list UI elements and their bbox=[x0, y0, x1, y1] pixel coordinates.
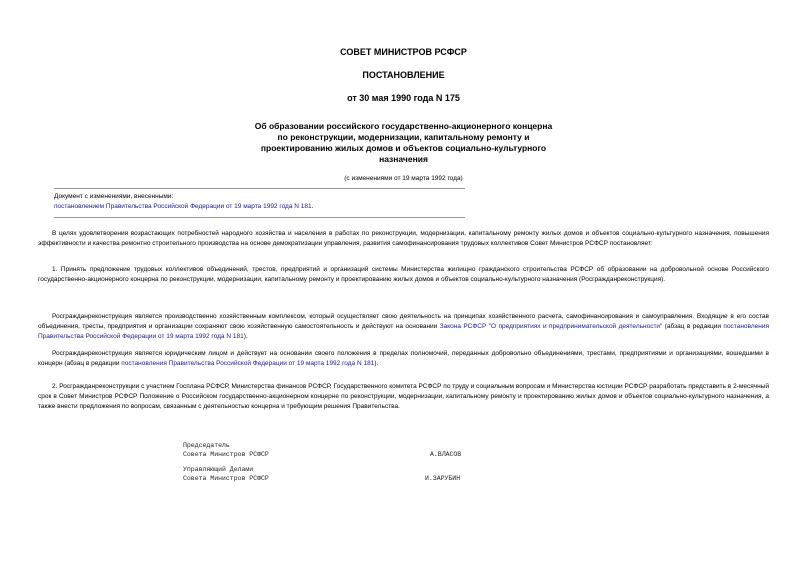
issuing-authority: СОВЕТ МИНИСТРОВ РСФСР bbox=[340, 47, 467, 57]
paragraph-preamble: В целях удовлетворения возрастающих потребностей народного хозяйства и населения в работах по реконструкции, модернизации, капитальному ремонту жилых домов и объектов социально-культурного назначения, повышения эффективности и качества ремонтно строительного производства на основе демократизации управления, развития самофинансирования трудовых коллективов Совет Министров РСФСР постановляет: bbox=[38, 230, 769, 247]
amendments-label: Документ с изменениями, внесенными: bbox=[54, 193, 174, 200]
paragraph-item-1-status bbox=[38, 312, 769, 342]
title-line: проектированию жилых домов и объектов социально-культурного bbox=[260, 143, 547, 153]
divider-bottom bbox=[54, 217, 465, 218]
title-line: Об образовании российского государственно-акционерного концерна bbox=[254, 121, 553, 131]
amendment-note: (с изменениями от 19 марта 1992 года) bbox=[344, 175, 463, 182]
amendment-link-tail: . bbox=[311, 203, 314, 210]
law-link[interactable]: Закона РСФСР "О предприятиях и предпринимательской деятельности" bbox=[439, 323, 663, 330]
resolution-link[interactable]: постановления Правительства Российской Федерации от 19 марта 1992 года N 181 bbox=[38, 323, 769, 340]
signature-title: Совета Министров РСФСР bbox=[183, 475, 269, 482]
paragraph-text: Росгражданреконструкция является юридическим лицом и действует на основании своего положения в пределах полномочий, переданных добровольно объединениями, трестами, предприятиями и организациями, вошедшими в концерн (абзац в редакции bbox=[38, 350, 769, 367]
document-type: ПОСТАНОВЛЕНИЕ bbox=[362, 70, 445, 80]
title-line: по реконструкции, модернизации, капитальному ремонту и bbox=[277, 132, 530, 142]
paragraph-item-2: 2. Росгражданреконструкции с участием Госплана РСФСР, Министерства финансов РСФСР, Государственного комитета РСФСР по труду и социальным вопросам и Министерства юстиции РСФСР разработать представить в 2-месячный срок в Совет Министров РСФСР Положение о Российском государственно-акционерном концерне по реконструкции, модернизации, капитальному ремонту и проектированию жилых домов и объектов социально-культурного назначения, а также внести предложения по вопросам, связанным с деятельностью концерна и требующим решения Правительства. bbox=[38, 383, 769, 410]
paragraph-text: ). bbox=[374, 360, 379, 367]
amendments-line bbox=[54, 203, 313, 210]
paragraph-text: Росгражданреконструкция является производственно хозяйственным комплексом, который осуществляет свою деятельность на принципах хозяйственного расчета, самофинансирования и самоуправления. Входящие в его состав объединения, тресты, предприятия и организации сохраняют свою хозяйственную самостоятельность и действуют на основании bbox=[38, 313, 769, 330]
signature-name: И.ЗАРУБИН bbox=[425, 475, 461, 482]
title-line: назначения bbox=[379, 154, 428, 164]
document-title bbox=[0, 121, 807, 165]
signature-title: Управляющий Делами bbox=[183, 466, 254, 473]
paragraph-item-1-legal bbox=[38, 349, 769, 369]
resolution-link[interactable]: постановления Правительства Российской Федерации от 19 марта 1992 года N 181 bbox=[121, 360, 375, 367]
signature-title: Председатель bbox=[183, 442, 230, 449]
document-date: от 30 мая 1990 года N 175 bbox=[347, 93, 460, 103]
paragraph-item-1: 1. Принять предложение трудовых коллективов объединений, трестов, предприятий и организаций системы Министерства жилищно гражданского строительства РСФСР об образовании на добровольной основе Российского государственно-акционерного концерна по реконструкции, модернизации, капитальному ремонту и проектированию жилых домов и объектов социально-культурного назначения (Росгражданреконструкция). bbox=[38, 266, 769, 283]
signature-title: Совета Министров РСФСР bbox=[183, 451, 269, 458]
signature-name: А.ВЛАСОВ bbox=[430, 451, 462, 458]
paragraph-text: ). bbox=[243, 333, 248, 340]
divider-top bbox=[54, 188, 465, 189]
amendment-link[interactable]: постановлением Правительства Российской Федерации от 19 марта 1992 года N 181 bbox=[54, 203, 312, 210]
paragraph-text: (абзац в редакции bbox=[662, 323, 724, 330]
